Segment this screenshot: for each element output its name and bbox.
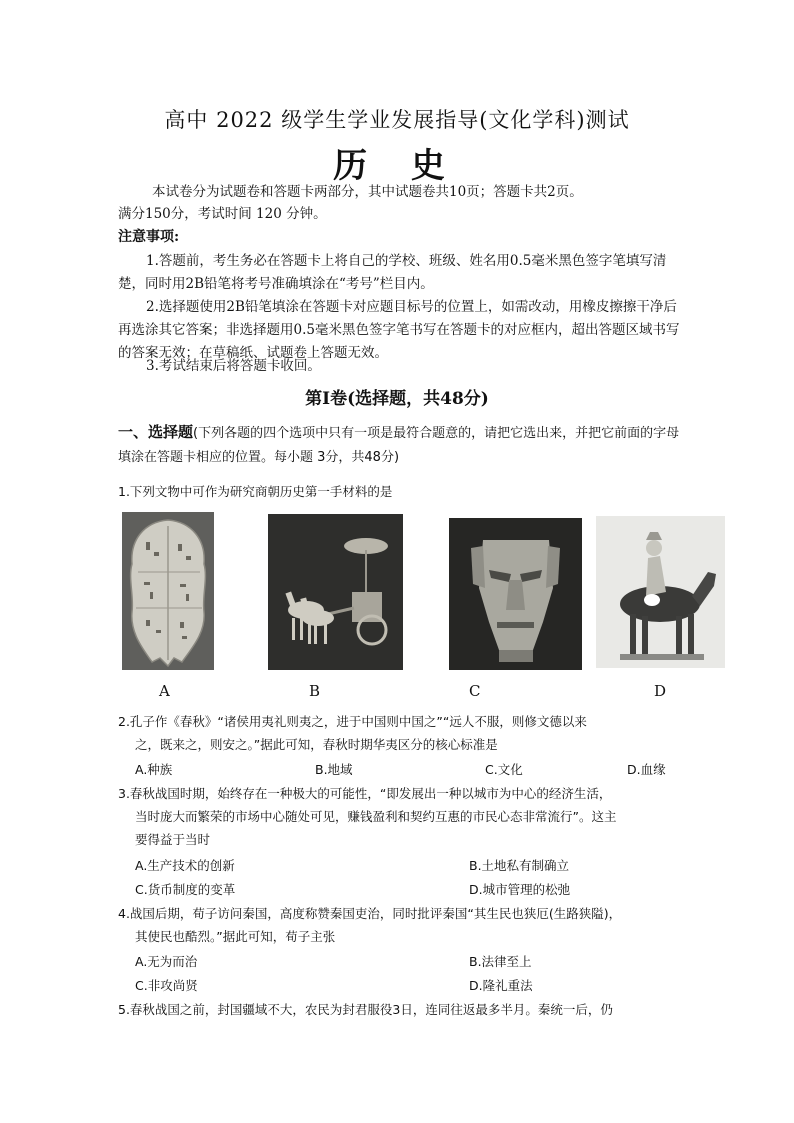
question-1-stem: 1.下列文物中可作为研究商朝历史第一手材料的是 bbox=[118, 484, 393, 499]
exam-intro bbox=[118, 181, 688, 225]
section-heading-label: 一、选择题 bbox=[118, 423, 194, 441]
q2-option-a[interactable]: A.种族 bbox=[135, 762, 173, 777]
q4-option-c[interactable]: C.非攻尚贤 bbox=[135, 978, 198, 993]
question-4-line-1: 4.战国后期，荀子访问秦国，高度称赞秦国吏治，同时批评秦国“其生民也狭厄(生路狭隘)， bbox=[118, 906, 622, 921]
bronze-chariot-image bbox=[268, 514, 403, 670]
section-title: 第Ⅰ卷(选择题，共48分) bbox=[305, 389, 489, 409]
notice-item-1: 1.答题前，考生务必在答题卡上将自己的学校、班级、姓名用0.5毫米黑色签字笔填写清楚，同时用2B铅笔将考号准确填涂在“考号”栏目内。 bbox=[118, 253, 667, 292]
q4-option-b[interactable]: B.法律至上 bbox=[469, 954, 532, 969]
section-heading-instructions: (下列各题的四个选项中只有一项是最符合题意的，请把它选出来，并把它前面的字母填涂在答题卡相应的位置。每小题 3分，共48分) bbox=[118, 426, 680, 465]
question-4-stem bbox=[118, 902, 688, 948]
q3-option-c[interactable]: C.货币制度的变革 bbox=[135, 882, 236, 897]
question-3-line-2: 当时庞大而繁荣的市场中心随处可见，赚钱盈利和契约互惠的市民心态非常流行”。这主 bbox=[135, 809, 617, 824]
notice-title: 注意事项: bbox=[118, 229, 180, 245]
question-2-line-2: 之，既来之，则安之。”据此可知，春秋时期华夷区分的核心标准是 bbox=[135, 737, 498, 752]
q3-option-d[interactable]: D.城市管理的松弛 bbox=[469, 882, 571, 897]
intro-line-2: 满分150分，考试时间 120 分钟。 bbox=[118, 206, 327, 222]
question-2-line-1: 2.孔子作《春秋》“诸侯用夷礼则夷之，进于中国则中国之”“远人不服，则修文德以来 bbox=[118, 714, 587, 729]
q2-option-b[interactable]: B.地域 bbox=[315, 762, 353, 777]
question-3-line-1: 3.春秋战国时期，始终存在一种极大的可能性，“即发展出一种以城市为中心的经济生活， bbox=[118, 786, 612, 801]
option-b-label: B bbox=[309, 682, 321, 700]
q2-option-c[interactable]: C.文化 bbox=[485, 762, 523, 777]
q3-option-b[interactable]: B.土地私有制确立 bbox=[469, 858, 570, 873]
question-3-line-3: 要得益于当时 bbox=[135, 832, 211, 847]
q3-option-a[interactable]: A.生产技术的创新 bbox=[135, 858, 235, 873]
exam-title: 高中 2022 级学生学业发展指导(文化学科)测试 bbox=[164, 108, 630, 132]
question-4-line-2: 其使民也酷烈。”据此可知，荀子主张 bbox=[135, 929, 336, 944]
question-2-stem bbox=[118, 710, 688, 756]
option-c-label: C bbox=[469, 682, 481, 700]
oracle-bone-image bbox=[122, 512, 214, 670]
q2-option-d[interactable]: D.血缘 bbox=[627, 762, 666, 777]
q4-option-a[interactable]: A.无为而治 bbox=[135, 954, 198, 969]
q4-option-d[interactable]: D.隆礼重法 bbox=[469, 978, 533, 993]
bronze-mask-image bbox=[449, 518, 582, 670]
question-5-stem: 5.春秋战国之前，封国疆域不大，农民为封君服役3日，连同往返最多半月。秦统一后，仍 bbox=[118, 1002, 613, 1017]
tricolor-horse-image bbox=[596, 516, 725, 668]
intro-line-1: 本试卷分为试题卷和答题卡两部分，其中试题卷共10页；答题卡共2页。 bbox=[152, 184, 583, 200]
subject-title: 历 史 bbox=[333, 146, 461, 186]
question-3-stem bbox=[118, 782, 688, 851]
option-d-label: D bbox=[654, 682, 667, 700]
notice-item-2: 2.选择题使用2B铅笔填涂在答题卡对应题目标号的位置上，如需改动，用橡皮擦擦干净后再选涂其它答案；非选择题用0.5毫米黑色签字笔书写在答题卡的对应框内，超出答题区域书写的答案无效；在草稿纸、试题卷上答题无效。 bbox=[118, 299, 680, 361]
section-heading bbox=[118, 420, 688, 470]
notice-item-3: 3.考试结束后将答题卡收回。 bbox=[146, 358, 321, 374]
question-2-options bbox=[135, 760, 680, 778]
option-a-label: A bbox=[159, 682, 170, 700]
